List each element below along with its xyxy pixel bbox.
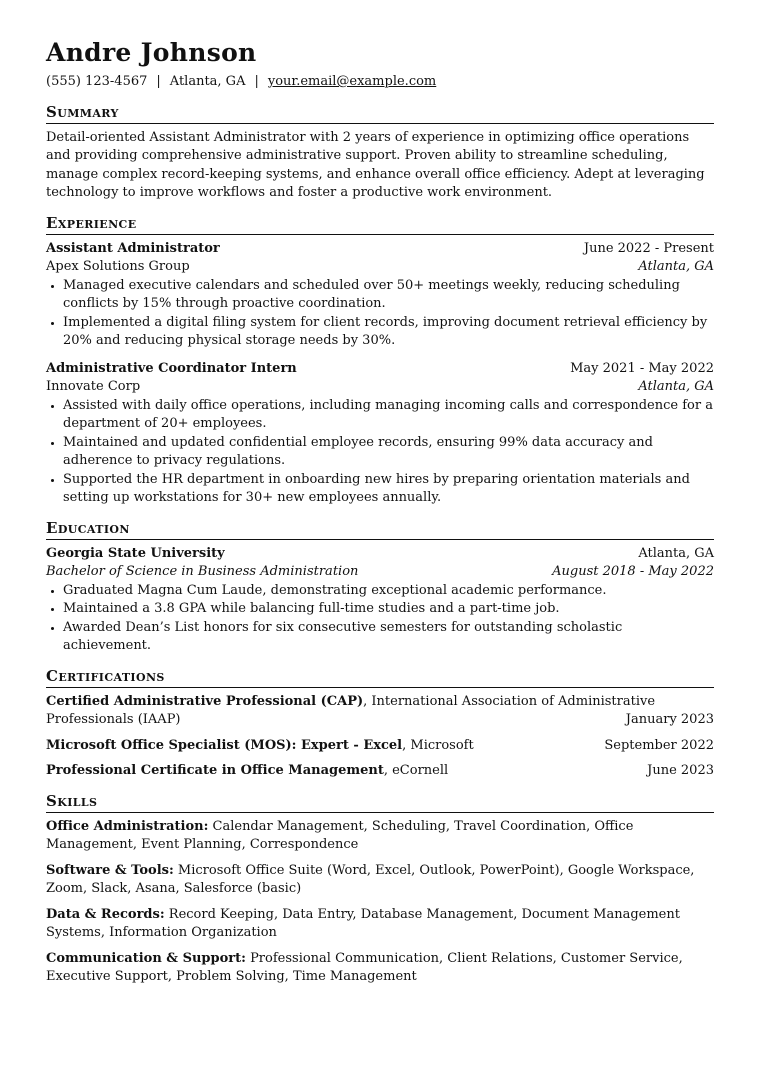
job-bullets (46, 277, 714, 351)
skill-category: Data & Records: (46, 906, 165, 922)
section-title: Experience (46, 213, 714, 235)
job-entry (46, 360, 714, 508)
summary-section (46, 102, 714, 203)
candidate-name: Andre Johnson (46, 38, 257, 67)
certification-date: September 2022 (604, 737, 714, 753)
skill-group (46, 950, 714, 987)
skills-section (46, 791, 714, 987)
skill-list: Record Keeping, Data Entry, Database Management, Document Management Systems, Information Organization (46, 906, 680, 940)
skill-list: Microsoft Office Suite (Word, Excel, Outlook, PowerPoint), Google Workspace, Zoom, Slack, Asana, Salesforce (basic) (46, 862, 695, 896)
certification-item (46, 762, 714, 781)
section-title: Certifications (46, 666, 714, 688)
list-item: • Managed executive calendars and scheduled over 50+ meetings weekly, reducing scheduling conflicts by 15% through proactive coordination. (63, 277, 714, 314)
certification-issuer: , Microsoft (402, 737, 474, 753)
list-item: • Graduated Magna Cum Laude, demonstrating exceptional academic performance. (63, 582, 714, 601)
list-item: • Supported the HR department in onboarding new hires by preparing orientation materials and setting up workstations for 30+ new employees annually. (63, 471, 714, 508)
summary-text: Detail-oriented Assistant Administrator with 2 years of experience in optimizing office operations and providing comprehensive administrative support. Proven ability to streamline scheduling, manage complex record-keeping systems, and enhance overall office efficiency. Adept at leveraging technology to improve workflows and foster a productive work environment. (46, 129, 705, 200)
certifications-section (46, 666, 714, 781)
certification-item (46, 737, 714, 756)
certification-date: January 2023 (620, 712, 714, 727)
experience-section (46, 213, 714, 508)
education-dates: August 2018 - May 2022 (552, 564, 714, 579)
job-header (46, 360, 714, 379)
certification-name: Microsoft Office Specialist (MOS): Expert - Excel (46, 737, 403, 753)
job-bullets (46, 397, 714, 508)
education-subheader (46, 563, 714, 582)
section-title: Skills (46, 791, 714, 813)
job-location: Atlanta, GA (638, 379, 714, 394)
job-header (46, 240, 714, 259)
skill-category: Office Administration: (46, 818, 209, 834)
certification-issuer: , International Association of Administrative Professionals (IAAP) (46, 693, 656, 727)
education-section (46, 518, 714, 656)
school-location: Atlanta, GA (638, 545, 714, 561)
school-name: Georgia State University (46, 545, 225, 561)
list-item: • Implemented a digital filing system for client records, improving document retrieval efficiency by 20% and reducing physical storage needs by 30%. (63, 314, 714, 351)
job-entry (46, 240, 714, 351)
job-dates: June 2022 - Present (583, 240, 714, 256)
skill-list: Professional Communication, Client Relations, Customer Service, Executive Support, Problem Solving, Time Management (46, 950, 683, 984)
section-title: Education (46, 518, 714, 540)
certification-name: Certified Administrative Professional (CAP) (46, 693, 364, 709)
skill-category: Communication & Support: (46, 950, 246, 966)
job-role: Assistant Administrator (46, 240, 220, 256)
section-title: Summary (46, 102, 714, 124)
certification-issuer: , eCornell (383, 763, 449, 778)
skill-group (46, 862, 714, 899)
separator: | (156, 74, 161, 89)
phone-number: (555) 123-4567 (46, 74, 148, 89)
contact-line (46, 73, 714, 92)
email-link[interactable]: your.email@example.com (267, 74, 437, 89)
list-item: • Awarded Dean’s List honors for six consecutive semesters for outstanding scholastic achievement. (63, 619, 714, 656)
certification-name: Professional Certificate in Office Management (46, 763, 384, 778)
skill-group (46, 906, 714, 943)
skill-group (46, 818, 714, 855)
education-bullets (46, 582, 714, 656)
job-role: Administrative Coordinator Intern (46, 360, 297, 376)
certification-item (46, 693, 714, 730)
degree: Bachelor of Science in Business Administration (46, 564, 359, 579)
job-company: Innovate Corp (46, 379, 141, 394)
separator: | (254, 74, 259, 89)
job-subheader (46, 258, 714, 277)
education-header (46, 545, 714, 564)
location: Atlanta, GA (169, 74, 246, 89)
skill-category: Software & Tools: (46, 862, 174, 878)
job-company: Apex Solutions Group (46, 259, 190, 274)
list-item: • Assisted with daily office operations, including managing incoming calls and correspondence for a department of 20+ employees. (63, 397, 714, 434)
list-item: • Maintained a 3.8 GPA while balancing full-time studies and a part-time job. (63, 600, 714, 619)
list-item: • Maintained and updated confidential employee records, ensuring 99% data accuracy and adherence to privacy regulations. (63, 434, 714, 471)
certification-date: June 2023 (647, 763, 714, 778)
job-dates: May 2021 - May 2022 (570, 360, 714, 376)
job-location: Atlanta, GA (638, 259, 714, 274)
job-subheader (46, 378, 714, 397)
skill-list: Calendar Management, Scheduling, Travel Coordination, Office Management, Event Planning, Correspondence (46, 818, 634, 852)
